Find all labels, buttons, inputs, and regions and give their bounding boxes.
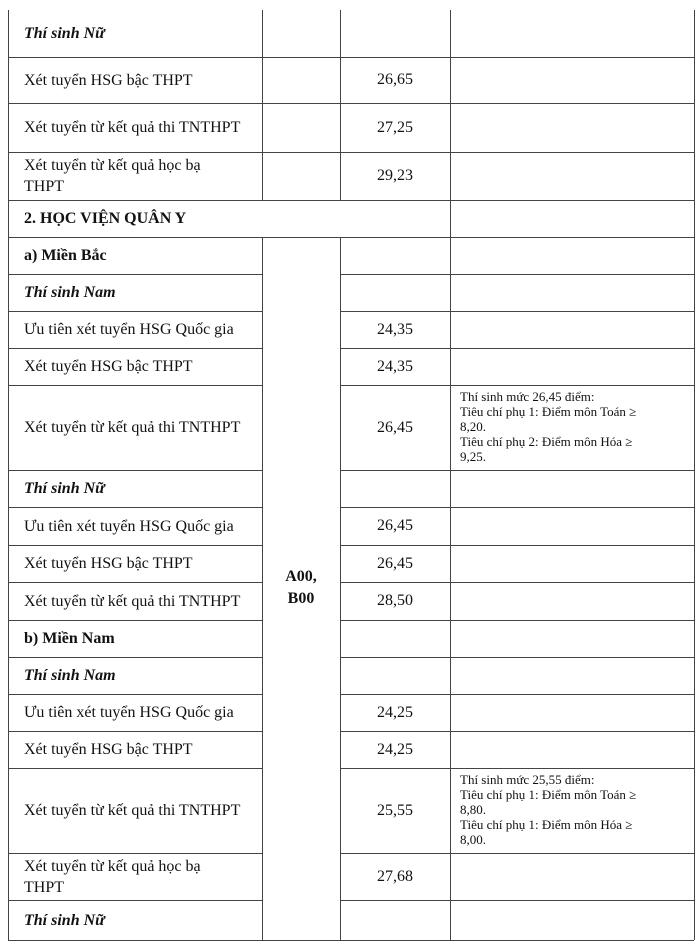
row-label [8,311,262,348]
row-label-text: Xét tuyển từ kết quả thi TNTHPT [24,802,241,819]
grid-hline [8,731,262,732]
note-line: Tiêu chí phụ 2: Điểm môn Hóa ≥ [460,434,633,449]
row-label [8,545,262,582]
grid-hline [340,582,694,583]
grid-hline [340,200,694,201]
grid-hline [8,507,262,508]
grid-hline [8,103,262,104]
grid-hline [340,545,694,546]
note-cell [450,768,694,853]
grid-vline [694,10,695,940]
row-label-text: 2. HỌC VIỆN QUÂN Y [24,210,187,227]
note-line: Thí sinh mức 25,55 điểm: [460,772,595,787]
score-value: 27,68 [377,867,413,885]
row-label [8,348,262,385]
score-value [340,237,450,274]
row-label [8,57,262,103]
row-label-text: Xét tuyển HSG bậc THPT [24,358,193,375]
grid-hline [8,57,262,58]
row-label-text: Xét tuyển từ kết quả học bạ THPT [24,857,201,896]
grid-vline [450,10,451,940]
row-label [8,657,262,694]
note-line: Tiêu chí phụ 1: Điểm môn Toán ≥ [460,404,637,419]
row-label-text: Ưu tiên xét tuyển HSG Quốc gia [24,704,234,721]
row-label-text: Xét tuyển HSG bậc THPT [24,741,193,758]
row-label-text: Xét tuyển từ kết quả thi TNTHPT [24,119,241,136]
row-label-text: Thí sinh Nữ [24,911,105,929]
row-label [8,274,262,311]
row-label-text: Thí sinh Nữ [24,25,105,42]
row-label-text: Ưu tiên xét tuyển HSG Quốc gia [24,517,234,535]
row-label [8,200,450,237]
grid-hline [262,237,340,238]
score-value [340,470,450,507]
grid-hline [8,274,262,275]
grid-hline [340,470,694,471]
row-label-text: Xét tuyển HSG bậc THPT [24,555,193,572]
score-value: 25,55 [377,801,413,819]
grid-vline [340,10,341,200]
row-label-text: Xét tuyển từ kết quả học bạ THPT [24,157,201,195]
score-value: 24,25 [377,740,413,758]
grid-hline [8,853,262,854]
score-value [340,10,450,57]
grid-hline [340,657,694,658]
grid-hline [8,237,262,238]
score-value: 24,35 [377,357,413,375]
grid-hline [8,311,262,312]
row-label [8,385,262,470]
row-label [8,152,262,200]
grid-hline [340,768,694,769]
grid-hline [262,57,340,58]
row-label-text: Xét tuyển HSG bậc THPT [24,71,193,89]
score-value: 29,23 [377,167,413,184]
note-line: Tiêu chí phụ 1: Điểm môn Hóa ≥ [460,817,633,832]
grid-hline [262,152,340,153]
grid-hline [8,620,262,621]
grid-hline [262,103,340,104]
grid-hline [8,200,262,201]
note-line: Tiêu chí phụ 1: Điểm môn Toán ≥ [460,787,637,802]
score-value: 24,25 [377,703,413,721]
score-value: 26,45 [377,517,413,534]
grid-hline [340,900,694,901]
row-label-text: Thí sinh Nữ [24,480,105,497]
grid-vline [262,10,263,200]
grid-hline [340,274,694,275]
grid-hline [262,200,340,201]
score-value [340,900,450,940]
grid-hline [8,385,262,386]
row-label-text: Thí sinh Nam [24,667,116,684]
score-value: 26,45 [377,554,413,572]
note-line: 8,20. [460,419,486,434]
row-label [8,853,262,900]
row-label [8,694,262,731]
row-label-text: Xét tuyển từ kết quả thi TNTHPT [24,419,241,436]
score-value: 28,50 [377,592,413,609]
score-value: 24,35 [377,320,413,338]
grid-hline [340,940,694,941]
row-label-text: Xét tuyển từ kết quả thi TNTHPT [24,592,241,610]
note-cell [450,385,694,470]
grid-hline [8,582,262,583]
note-line: 8,00. [460,832,486,847]
row-label [8,731,262,768]
subject-combination [262,566,340,610]
row-label [8,768,262,853]
grid-hline [340,385,694,386]
grid-vline [340,237,341,940]
row-label-text: a) Miền Bắc [24,247,107,264]
grid-hline [8,152,262,153]
grid-hline [262,940,340,941]
grid-hline [8,545,262,546]
grid-hline [8,940,262,941]
grid-hline [340,731,694,732]
combo-line-1: A00, [285,568,317,585]
grid-hline [8,900,262,901]
score-value [340,657,450,694]
row-label [8,470,262,507]
grid-hline [340,237,694,238]
grid-hline [340,853,694,854]
grid-hline [8,348,262,349]
grid-hline [340,507,694,508]
score-value: 27,25 [377,118,413,136]
grid-hline [8,657,262,658]
grid-hline [340,103,694,104]
grid-hline [8,694,262,695]
grid-hline [340,694,694,695]
grid-hline [8,768,262,769]
note-line: 9,25. [460,449,486,464]
row-label [8,620,262,657]
row-label-text: Thí sinh Nam [24,284,116,301]
row-label [8,103,262,152]
grid-hline [340,620,694,621]
row-label-text: b) Miền Nam [24,630,115,647]
note-line: 8,80. [460,802,486,817]
row-label [8,507,262,545]
grid-hline [340,57,694,58]
row-label [8,237,262,274]
row-label [8,10,262,57]
grid-hline [340,311,694,312]
score-value [340,274,450,311]
grid-hline [340,152,694,153]
score-value: 26,65 [377,71,413,88]
score-value [340,620,450,657]
grid-vline [8,10,9,940]
row-label [8,900,262,940]
score-value: 26,45 [377,418,413,436]
grid-hline [8,470,262,471]
grid-hline [340,348,694,349]
row-label-text: Ưu tiên xét tuyển HSG Quốc gia [24,321,234,338]
combo-line-2: B00 [287,590,315,607]
note-line: Thí sinh mức 26,45 điểm: [460,389,595,404]
row-label [8,582,262,620]
